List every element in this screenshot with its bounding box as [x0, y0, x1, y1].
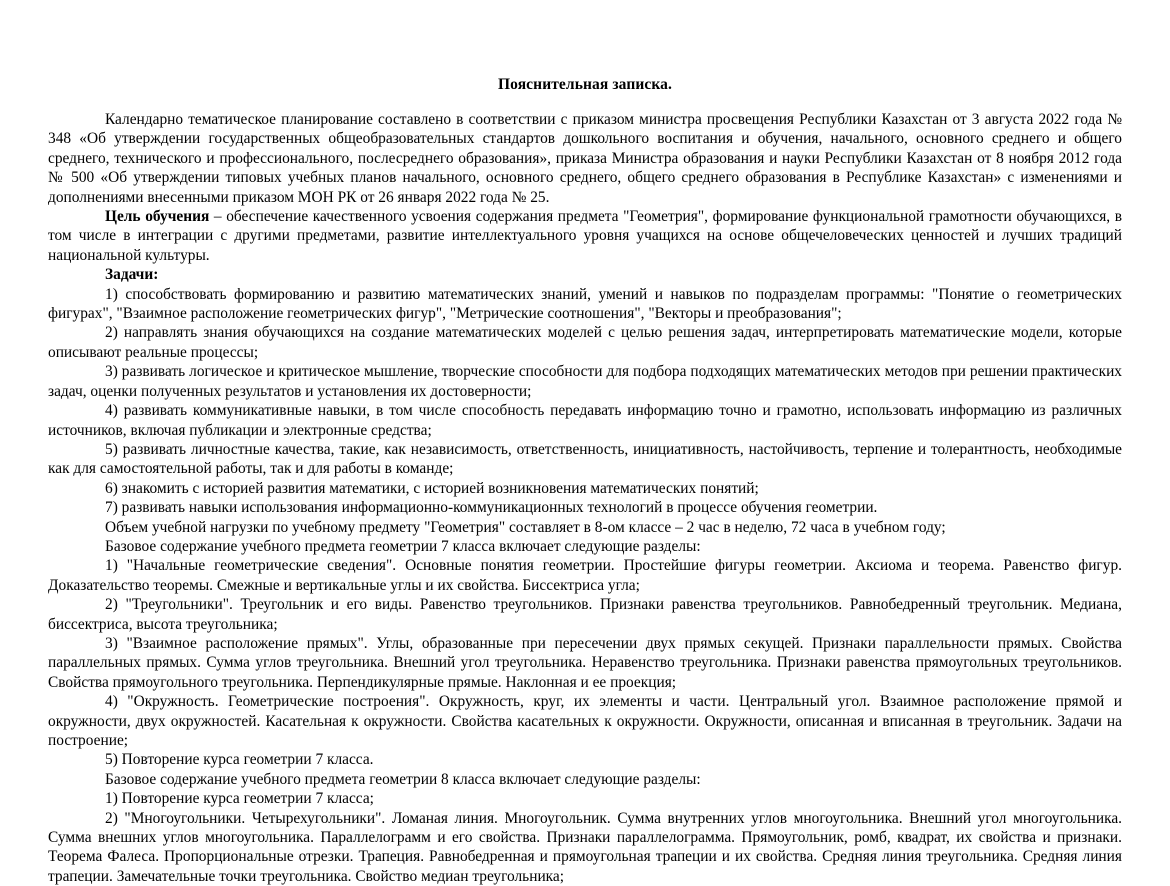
task-item: 1) способствовать формированию и развитию математических знаний, умений и навыков по подразделам программы: "Понятие о геометрических фигурах", "Взаимное расположение геометрических фигур", "Метрические соотношения", "Векторы и преобразования";: [48, 285, 1122, 323]
page-title: Пояснительная записка.: [497, 76, 672, 93]
tasks-label: Задачи:: [105, 266, 159, 284]
goal-label: Цель обучения: [105, 208, 210, 226]
document-body: [48, 110, 1122, 886]
paragraph-intro: Календарно тематическое планирование составлено в соответствии с приказом министра просвещения Республики Казахстан от 3 августа 2022 года № 348 «Об утверждении государственных общеобразовательных стандартов дошкольного воспитания и обучения, начального, основного среднего и общего среднего, технического и профессионального, послесреднего образования», приказа Министра образования и науки Республики Казахстан от 8 ноября 2012 года № 500 «Об утверждении типовых учебных планов начального, основного среднего, общего среднего образования в Республике Казахстан» с изменениями и дополнениями внесенными приказом МОН РК от 26 января 2022 года № 25.: [48, 111, 1122, 206]
grade8-section: 1) Повторение курса геометрии 7 класса;: [105, 790, 374, 808]
grade7-intro: Базовое содержание учебного предмета геометрии 7 класса включает следующие разделы:: [105, 537, 701, 555]
task-item: 6) знакомить с историей развития математики, с историей возникновения математических понятий;: [105, 479, 759, 497]
task-item: 3) развивать логическое и критическое мышление, творческие способности для подбора подходящих математических методов при решении практических задач, оценки полученных результатов и установления их достоверности;: [48, 363, 1122, 400]
grade7-section: 1) "Начальные геометрические сведения". Основные понятия геометрии. Простейшие фигуры геометрии. Аксиома и теорема. Равенство фигур. Доказательство теоремы. Смежные и вертикальные углы и их свойства. Биссектриса угла;: [48, 557, 1122, 594]
grade8-intro: Базовое содержание учебного предмета геометрии 8 класса включает следующие разделы:: [105, 770, 701, 788]
task-item: 7) развивать навыки использования информационно-коммуникационных технологий в процессе обучения геометрии.: [105, 499, 878, 517]
task-item: 5) развивать личностные качества, такие, как независимость, ответственность, инициативность, настойчивость, терпение и толерантность, необходимые как для самостоятельной работы, так и для работы в команде;: [48, 440, 1122, 478]
goal-text: – обеспечение качественного усвоения содержания предмета "Геометрия", формирование функциональной грамотности обучающихся, в том числе в интеграции с другими предметами, развитие интеллектуального уровня учащихся на основе общечеловеческих ценностей и лучших традиций национальной культуры.: [48, 208, 1123, 264]
paragraph-workload: Объем учебной нагрузки по учебному предмету "Геометрия" составляет в 8-ом классе – 2 час в неделю, 72 часа в учебном году;: [105, 518, 946, 536]
paragraph-goal: [48, 207, 1122, 265]
grade7-section: 4) "Окружность. Геометрические построения". Окружность, круг, их элементы и части. Центральный угол. Взаимное расположение прямой и окружности, двух окружностей. Касательная к окружности. Свойства касательных к окружности. Окружности, описанная и вписанная в треугольник. Задачи на построение;: [48, 693, 1122, 749]
grade7-section: 2) "Треугольники". Треугольник и его виды. Равенство треугольников. Признаки равенства треугольников. Равнобедренный треугольник. Медиана, биссектриса, высота треугольника;: [48, 596, 1122, 633]
grade7-section: 3) "Взаимное расположение прямых". Углы, образованные при пересечении двух прямых секущей. Признаки параллельности прямых. Свойства параллельных прямых. Сумма углов треугольника. Внешний угол треугольника. Неравенство треугольника. Признаки равенства прямоугольных треугольников. Свойства прямоугольного треугольника. Перпендикулярные прямые. Наклонная и ее проекция;: [48, 634, 1122, 691]
task-item: 4) развивать коммуникативные навыки, в том числе способность передавать информацию точно и грамотно, использовать информацию из различных источников, включая публикации и электронные средства;: [48, 402, 1122, 439]
grade7-section: 5) Повторение курса геометрии 7 класса.: [105, 751, 374, 769]
tasks-heading: [48, 265, 1122, 284]
task-item: 2) направлять знания обучающихся на создание математических моделей с целью решения задач, интерпретировать математические модели, которые описывают реальные процессы;: [48, 324, 1122, 361]
grade8-section: 2) "Многоугольники. Четырехугольники". Ломаная линия. Многоугольник. Сумма внутренних углов многоугольника. Внешний угол многоугольника. Сумма внешних углов многоугольника. Параллелограмм и его свойства. Признаки параллелограмма. Прямоугольник, ромб, квадрат, их свойства и признаки. Теорема Фалеса. Пропорциональные отрезки. Трапеция. Равнобедренная и прямоугольная трапеции и их свойства. Средняя линия треугольника. Средняя линия трапеции. Замечательные точки треугольника. Свойство медиан треугольника;: [48, 809, 1122, 885]
